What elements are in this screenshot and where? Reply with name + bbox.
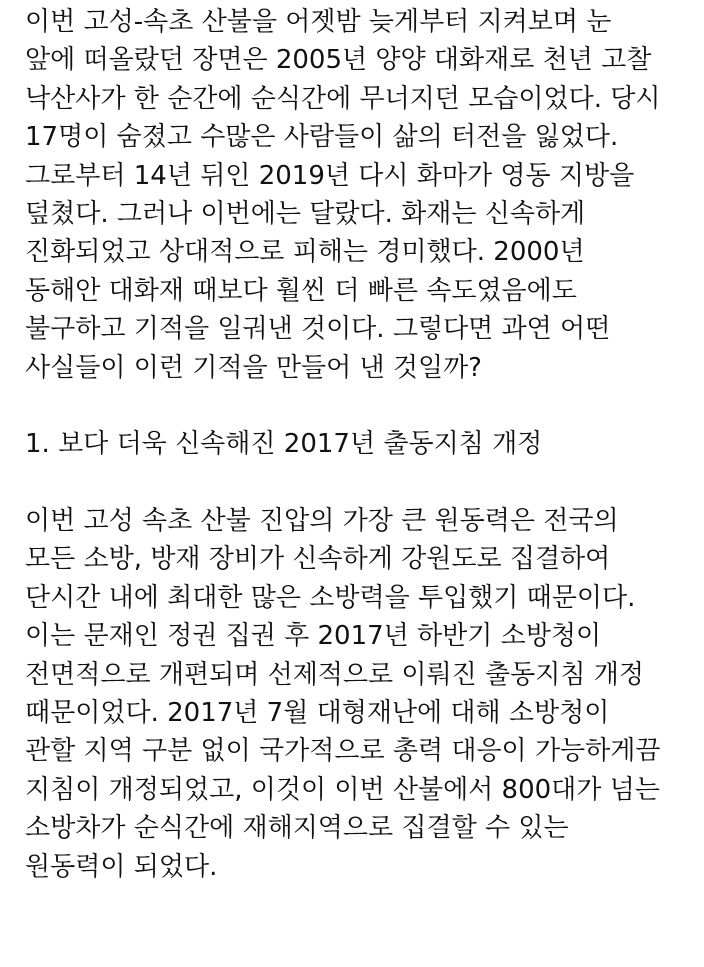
text-line: 지침이 개정되었고, 이것이 이번 산불에서 800대가 넘는 [25, 774, 660, 805]
text-line: 모든 소방, 방재 장비가 신속하게 강원도로 집결하여 [25, 544, 611, 575]
text-line: 불구하고 기적을 일궈낸 것이다. 그렇다면 과연 어떤 [25, 314, 611, 345]
article-body [25, 3, 697, 886]
text-line: 낙산사가 한 순간에 순식간에 무너지던 모습이었다. 당시 [25, 83, 661, 114]
paragraph-spacer [25, 464, 697, 502]
text-line: 덮쳤다. 그러나 이번에는 달랐다. 화재는 신속하게 [25, 198, 586, 229]
text-line: 이는 문재인 정권 집권 후 2017년 하반기 소방청이 [25, 621, 602, 652]
paragraph-spacer [25, 387, 697, 425]
section-paragraph [25, 502, 697, 886]
text-line: 17명이 숨졌고 수많은 사람들이 삶의 터전을 잃었다. [25, 122, 619, 153]
text-line: 때문이었다. 2017년 7월 대형재난에 대해 소방청이 [25, 698, 610, 729]
text-line: 사실들이 이런 기적을 만들어 낸 것일까? [25, 352, 482, 383]
text-line: 그로부터 14년 뒤인 2019년 다시 화마가 영동 지방을 [25, 160, 635, 191]
text-line: 앞에 떠올랐던 장면은 2005년 양양 대화재로 천년 고찰 [25, 45, 652, 76]
text-line: 이번 고성-속초 산불을 어젯밤 늦게부터 지켜보며 눈 [25, 7, 612, 37]
text-line: 단시간 내에 최대한 많은 소방력을 투입했기 때문이다. [25, 582, 636, 613]
text-line: 원동력이 되었다. [25, 851, 218, 882]
section-heading: 1. 보다 더욱 신속해진 2017년 출동지침 개정 [25, 429, 543, 460]
text-line: 소방차가 순식간에 재해지역으로 집결할 수 있는 [25, 813, 569, 844]
text-line: 진화되었고 상대적으로 피해는 경미했다. 2000년 [25, 237, 585, 268]
text-line: 전면적으로 개편되며 선제적으로 이뤄진 출동지침 개정 [25, 659, 644, 690]
intro-paragraph [25, 3, 697, 387]
text-line: 관할 지역 구분 없이 국가적으로 총력 대응이 가능하게끔 [25, 736, 661, 767]
text-line: 동해안 대화재 때보다 훨씬 더 빠른 속도였음에도 [25, 275, 577, 306]
text-line: 이번 고성 속초 산불 진압의 가장 큰 원동력은 전국의 [25, 506, 619, 537]
